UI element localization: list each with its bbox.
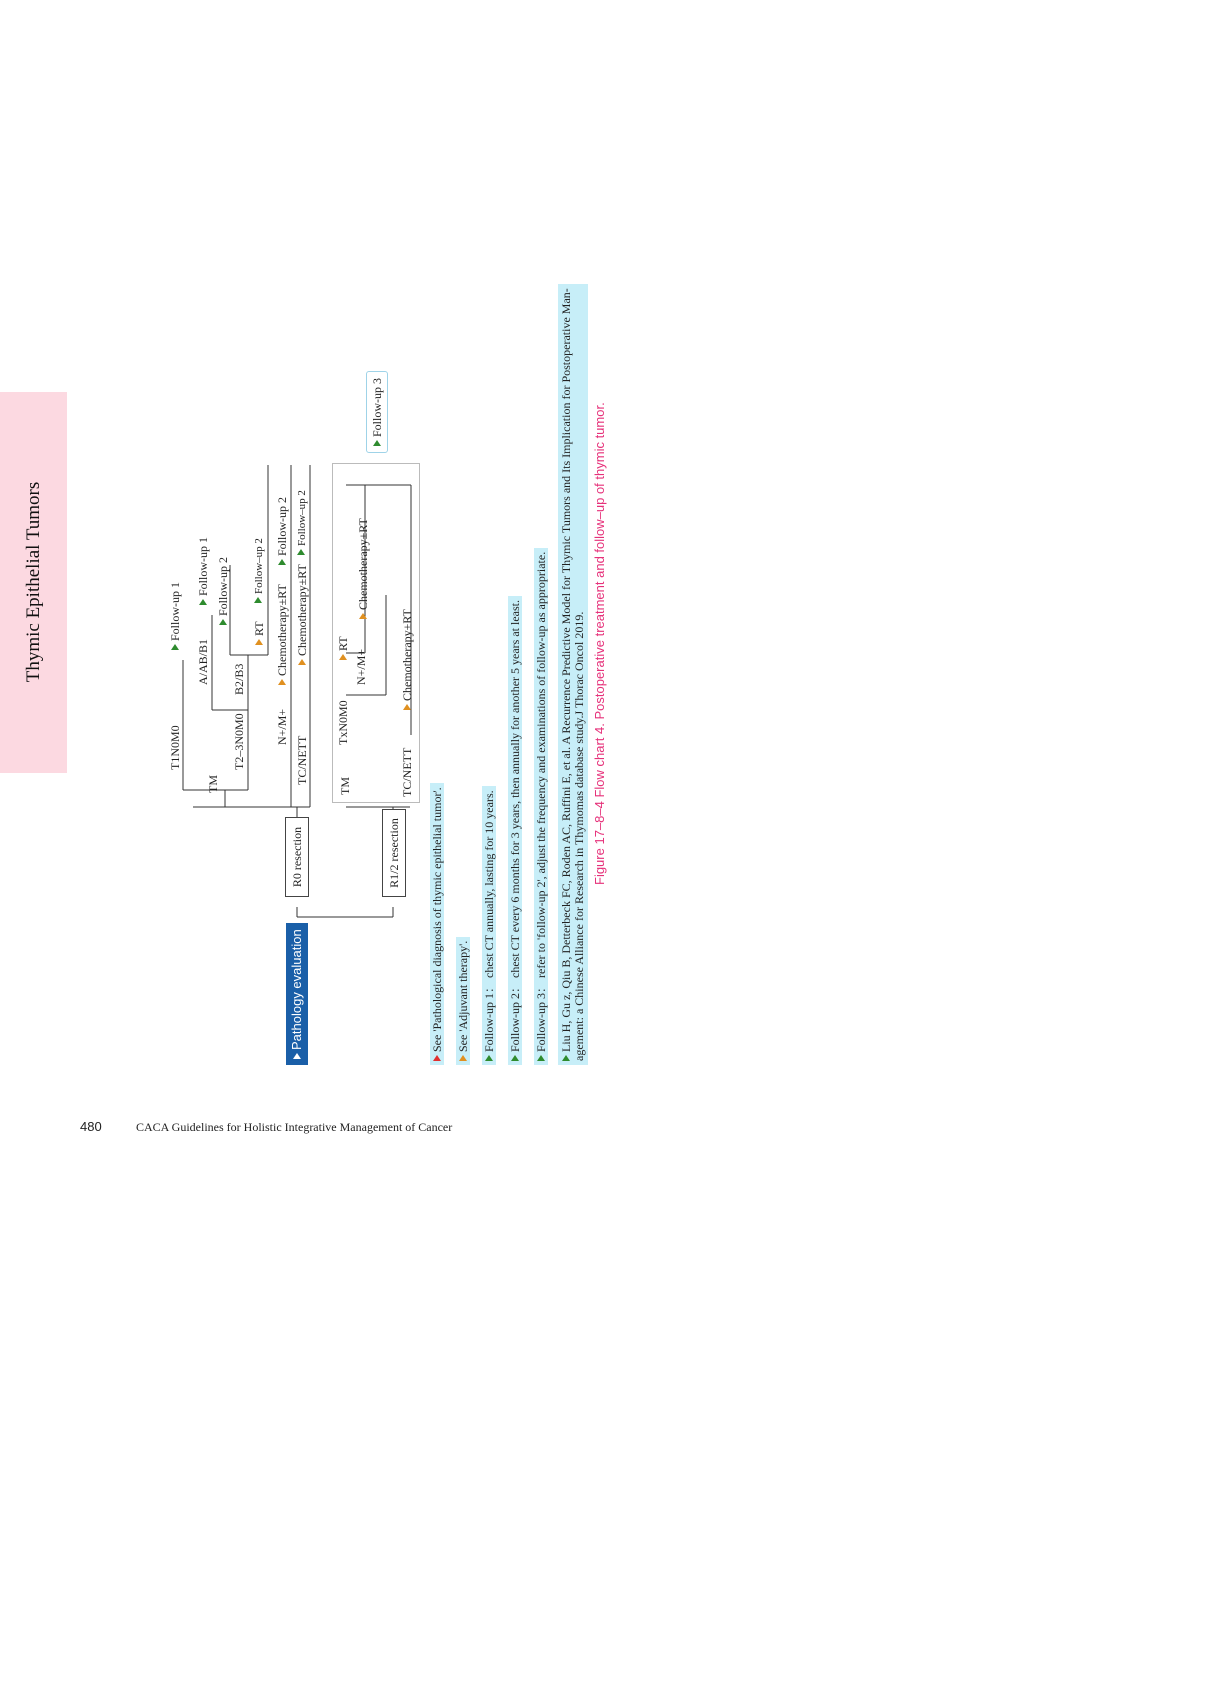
green-triangle-icon <box>373 440 381 446</box>
side-tab-title: Thymic Epithelial Tumors <box>23 481 44 683</box>
follow-up-2d <box>295 490 309 555</box>
note-2-text: See 'Adjuvant therapy'. <box>456 940 470 1052</box>
note-5-text: Follow-up 3： refer to 'follow-up 2', adjust the frequency and examinations of follow-up as appropriate. <box>534 551 548 1052</box>
r0-resection-box <box>285 817 309 897</box>
note-6-text-line2: agement: a Chinese Alliance for Research in Thymomas database study.J Thorac Oncol 2019. <box>572 611 586 1061</box>
root-label: Pathology evaluation <box>289 929 304 1050</box>
follow-up-1a <box>168 582 182 650</box>
orange-triangle-icon <box>255 639 263 645</box>
txn0m0-label: TxN0M0 <box>336 700 350 745</box>
note-3 <box>482 786 496 1065</box>
chemo-1 <box>275 584 289 685</box>
green-triangle-icon <box>254 597 262 603</box>
orange-triangle-icon <box>459 1055 467 1061</box>
follow-up-2a <box>216 557 230 625</box>
chemo-3 <box>356 518 370 619</box>
follow-up-1a-label: Follow-up 1 <box>168 581 182 641</box>
green-triangle-icon <box>562 1055 570 1061</box>
nm-label: N+/M+ <box>275 708 289 745</box>
tm-label: TM <box>206 775 220 793</box>
orange-triangle-icon <box>339 654 347 660</box>
orange-triangle-icon <box>359 613 367 619</box>
note-2 <box>456 937 470 1065</box>
chemo-2 <box>295 564 309 665</box>
green-triangle-icon <box>511 1055 519 1061</box>
book-title: CACA Guidelines for Holistic Integrative Management of Cancer <box>136 1120 453 1134</box>
chemo-4-label: Chemotherapy±RT <box>400 609 414 701</box>
follow-up-3-callout <box>366 371 388 453</box>
note-6 <box>558 284 588 1065</box>
rotated-page-content <box>160 125 620 1065</box>
green-triangle-icon <box>297 549 305 555</box>
rt-1 <box>252 621 266 645</box>
note-6-text-line1: Liu H, Gu z, Qiu B, Detterbeck FC, Roden AC, Ruffini E, et al. A Recurrence Predictive Model for Thymic Tumors and Its Implication for Postoperative Man- <box>559 288 573 1052</box>
green-triangle-icon <box>171 644 179 650</box>
green-triangle-icon <box>485 1055 493 1061</box>
note-1 <box>430 783 444 1065</box>
chemo-1-label: Chemotherapy±RT <box>275 584 289 676</box>
note-5 <box>534 548 548 1065</box>
r0-resection-label: R0 resection <box>290 826 304 888</box>
green-triangle-icon <box>278 559 286 565</box>
t23n0m0-label: T2–3N0M0 <box>232 713 246 770</box>
follow-up-2b <box>252 538 266 603</box>
orange-triangle-icon <box>278 679 286 685</box>
r12-resection-label: R1/2 resection <box>387 818 401 888</box>
note-3-text: Follow-up 1： chest CT annually, lasting for 10 years. <box>482 790 496 1052</box>
chemo-4 <box>400 609 414 710</box>
rt-2-label: RT <box>336 636 350 651</box>
r12-resection-box <box>382 809 406 897</box>
figure-caption: Figure 17–8–4 Flow chart 4. Postoperative treatment and follow–up of thymic tumor. <box>592 402 607 885</box>
follow-up-1b-label: Follow-up 1 <box>196 536 210 596</box>
rt-1-label: RT <box>252 621 266 636</box>
tm2-label: TM <box>338 777 352 795</box>
orange-triangle-icon <box>298 659 306 665</box>
follow-up-3-label: Follow-up 3 <box>370 377 384 437</box>
follow-up-2b-label: Follow–up 2 <box>253 538 265 594</box>
page-number: 480 <box>80 1119 102 1134</box>
abb1-label: A/AB/B1 <box>196 638 210 685</box>
rt-2 <box>336 636 350 660</box>
root-pathology-evaluation-box <box>286 923 308 1065</box>
t1n0m0-label: T1N0M0 <box>168 725 182 770</box>
red-triangle-icon <box>433 1055 441 1061</box>
follow-up-1b <box>196 537 210 605</box>
orange-triangle-icon <box>403 704 411 710</box>
chemo-2-label: Chemotherapy±RT <box>295 564 309 656</box>
chemo-3-label: Chemotherapy±RT <box>356 518 370 610</box>
note-4-text: Follow-up 2： chest CT every 6 months for 3 years, then annually for another 5 years at least. <box>508 600 522 1052</box>
b2b3-label: B2/B3 <box>232 663 246 695</box>
tcnett2-label: TC/NETT <box>400 747 414 797</box>
red-triangle-icon <box>293 1053 301 1059</box>
follow-up-2c-label: Follow-up 2 <box>275 496 289 556</box>
nm2-label: N+/M+ <box>354 648 368 685</box>
green-triangle-icon <box>537 1055 545 1061</box>
follow-up-2c <box>275 497 289 565</box>
green-triangle-icon <box>219 619 227 625</box>
note-4 <box>508 596 522 1065</box>
follow-up-2a-label: Follow-up 2 <box>216 556 230 616</box>
green-triangle-icon <box>199 599 207 605</box>
follow-up-2d-label: Follow–up 2 <box>296 490 308 546</box>
note-1-text: See 'Pathological diagnosis of thymic epithelial tumor'. <box>430 787 444 1052</box>
tcnett-label: TC/NETT <box>295 735 309 785</box>
